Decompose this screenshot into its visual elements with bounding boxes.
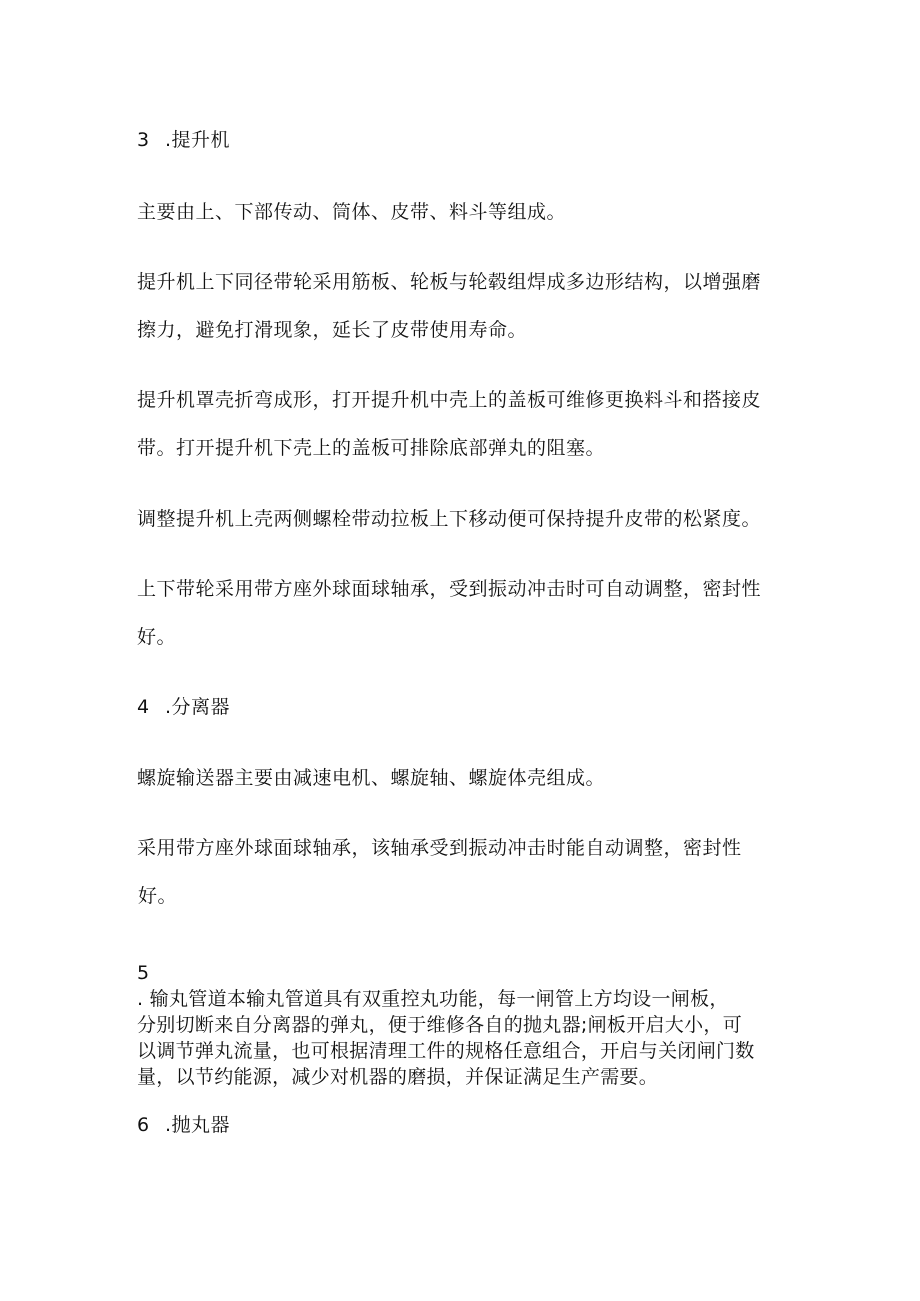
- paragraph-line: 主要由上、下部传动、筒体、皮带、料斗等组成。: [137, 201, 567, 223]
- section-heading: [137, 1113, 230, 1137]
- section-number: 3: [137, 129, 150, 151]
- paragraph-line: 分别切断来自分离器的弹丸，便于维修各自的抛丸器;闸板开启大小，可: [137, 1014, 743, 1036]
- paragraph-line: 量，以节约能源，减少对机器的磨损，并保证满足生产需要。: [137, 1066, 659, 1088]
- paragraph-line: 提升机罩壳折弯成形，打开提升机中壳上的盖板可维修更换料斗和搭接皮: [137, 389, 762, 411]
- section-heading-line: [137, 960, 797, 1012]
- paragraph-line: 擦力，避免打滑现象，延长了皮带使用寿命。: [137, 319, 528, 341]
- section-title: .提升机: [165, 129, 231, 151]
- paragraph-line: 螺旋输送器主要由减速电机、螺旋轴、螺旋体壳组成。: [137, 767, 606, 789]
- section-title: .抛丸器: [165, 1114, 231, 1136]
- paragraph-line: 以调节弹丸流量，也可根据清理工件的规格任意组合，开启与关闭闸门数: [137, 1040, 755, 1062]
- section-paragraph: [137, 960, 797, 1090]
- section-number: 5: [137, 962, 150, 984]
- section-title: .分离器: [165, 696, 231, 718]
- section-heading: [137, 695, 230, 719]
- section-number: 6: [137, 1114, 150, 1136]
- paragraph-line: 带。打开提升机下壳上的盖板可排除底部弹丸的阻塞。: [137, 437, 606, 459]
- paragraph-line: 调整提升机上壳两侧螺栓带动拉板上下移动便可保持提升皮带的松紧度。: [137, 508, 762, 530]
- section-number: 4: [137, 696, 150, 718]
- paragraph-line: 采用带方座外球面球轴承，该轴承受到振动冲击时能自动调整，密封性: [137, 837, 742, 859]
- paragraph-line: 好。: [138, 885, 178, 907]
- paragraph-line: 上下带轮采用带方座外球面球轴承，受到振动冲击时可自动调整，密封性: [137, 578, 762, 600]
- section-heading: [137, 128, 230, 152]
- paragraph-line: 好。: [137, 626, 177, 648]
- paragraph-line: 提升机上下同径带轮采用筋板、轮板与轮毂组焊成多边形结构，以增强磨: [137, 271, 762, 293]
- section-title: . 输丸管道本输丸管道具有双重控丸功能，每一闸管上方均设一闸板，: [137, 988, 729, 1010]
